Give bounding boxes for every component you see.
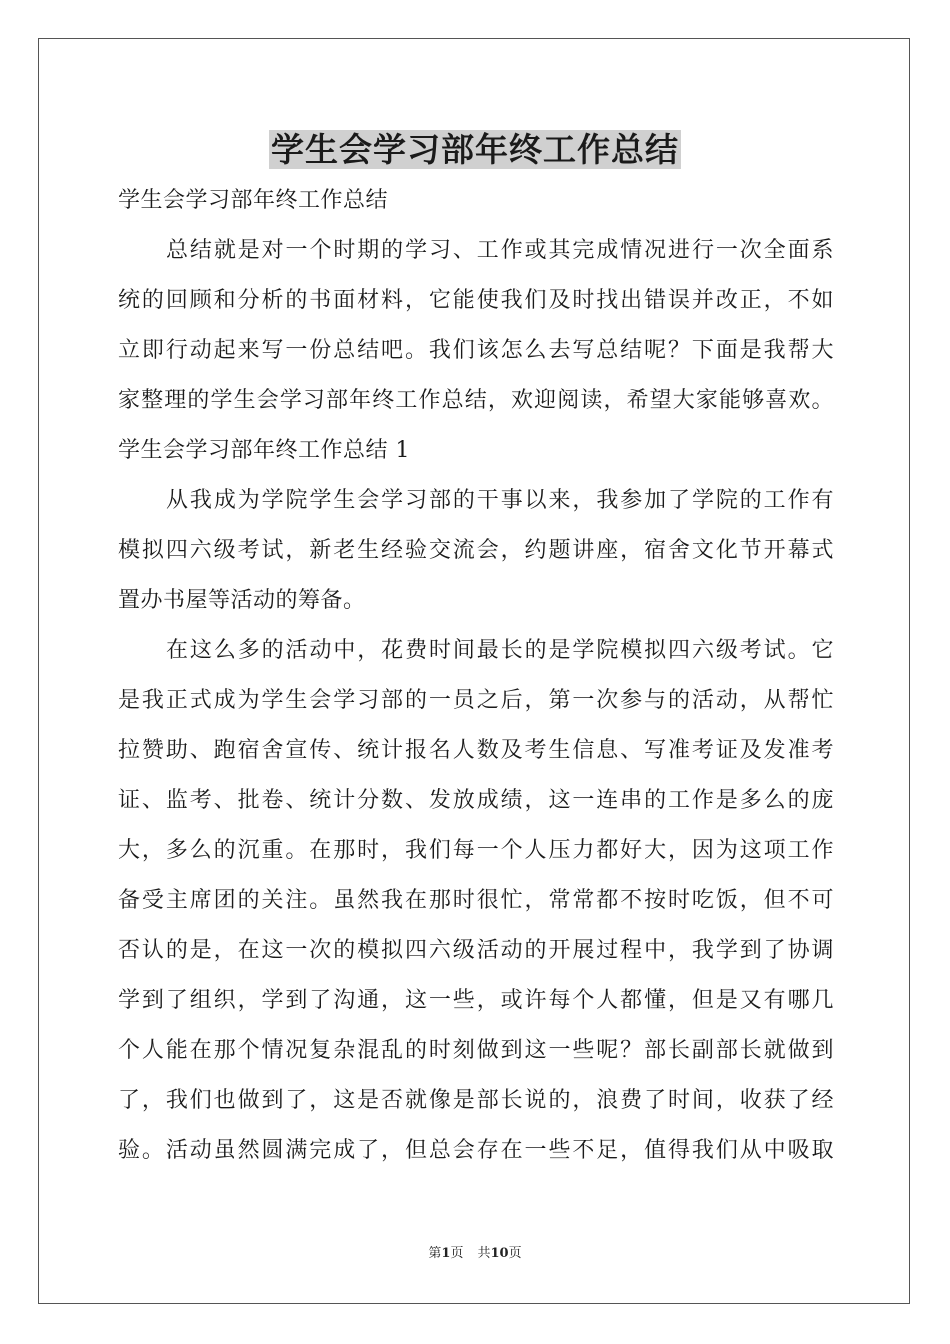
body-line: 置办书屋等活动的筹备。 bbox=[118, 588, 366, 613]
body-line: 了，我们也做到了，这是否就像是部长说的，浪费了时间，收获了经 bbox=[118, 1088, 834, 1113]
body-line: 家整理的学生会学习部年终工作总结，欢迎阅读，希望大家能够喜欢。 bbox=[118, 388, 834, 413]
body-line: 备受主席团的关注。虽然我在那时很忙，常常都不按时吃饭，但不可 bbox=[118, 888, 834, 913]
body-line: 在这么多的活动中，花费时间最长的是学院模拟四六级考试。它 bbox=[166, 638, 834, 663]
page-footer bbox=[0, 1245, 950, 1263]
body-line: 大，多么的沉重。在那时，我们每一个人压力都好大，因为这项工作 bbox=[118, 838, 834, 863]
body-line: 立即行动起来写一份总结吧。我们该怎么去写总结呢？下面是我帮大 bbox=[118, 338, 834, 363]
body-line: 总结就是对一个时期的学习、工作或其完成情况进行一次全面系 bbox=[166, 238, 834, 263]
page-prefix: 第 bbox=[428, 1246, 442, 1261]
body-line: 证、监考、批卷、统计分数、发放成绩，这一连串的工作是多么的庞 bbox=[118, 788, 834, 813]
body-line: 学到了组织，学到了沟通，这一些，或许每个人都懂，但是又有哪几 bbox=[118, 988, 834, 1013]
body-line: 学生会学习部年终工作总结 bbox=[118, 188, 389, 213]
page-total: 10 bbox=[490, 1246, 509, 1261]
total-prefix: 共 bbox=[477, 1246, 491, 1261]
document-body bbox=[118, 176, 834, 1176]
body-line: 统的回顾和分析的书面材料，它能使我们及时找出错误并改正，不如 bbox=[118, 288, 834, 313]
page-suffix: 页 bbox=[450, 1246, 464, 1261]
body-line: 个人能在那个情况复杂混乱的时刻做到这一些呢？部长副部长就做到 bbox=[118, 1038, 834, 1063]
body-line: 是我正式成为学生会学习部的一员之后，第一次参与的活动，从帮忙 bbox=[118, 688, 834, 713]
body-line: 模拟四六级考试，新老生经验交流会，约题讲座，宿舍文化节开幕式 bbox=[118, 538, 834, 563]
total-suffix: 页 bbox=[508, 1246, 522, 1261]
body-line: 验。活动虽然圆满完成了，但总会存在一些不足，值得我们从中吸取 bbox=[118, 1138, 834, 1163]
page-current: 1 bbox=[441, 1246, 451, 1261]
document-title bbox=[0, 128, 950, 172]
body-line: 拉赞助、跑宿舍宣传、统计报名人数及考生信息、写准考证及发准考 bbox=[118, 738, 834, 763]
body-line: 否认的是，在这一次的模拟四六级活动的开展过程中，我学到了协调 bbox=[118, 938, 834, 963]
document-title-text: 学生会学习部年终工作总结 bbox=[271, 130, 679, 169]
body-line: 从我成为学院学生会学习部的干事以来，我参加了学院的工作有 bbox=[166, 488, 834, 513]
body-line: 学生会学习部年终工作总结 1 bbox=[118, 438, 410, 463]
